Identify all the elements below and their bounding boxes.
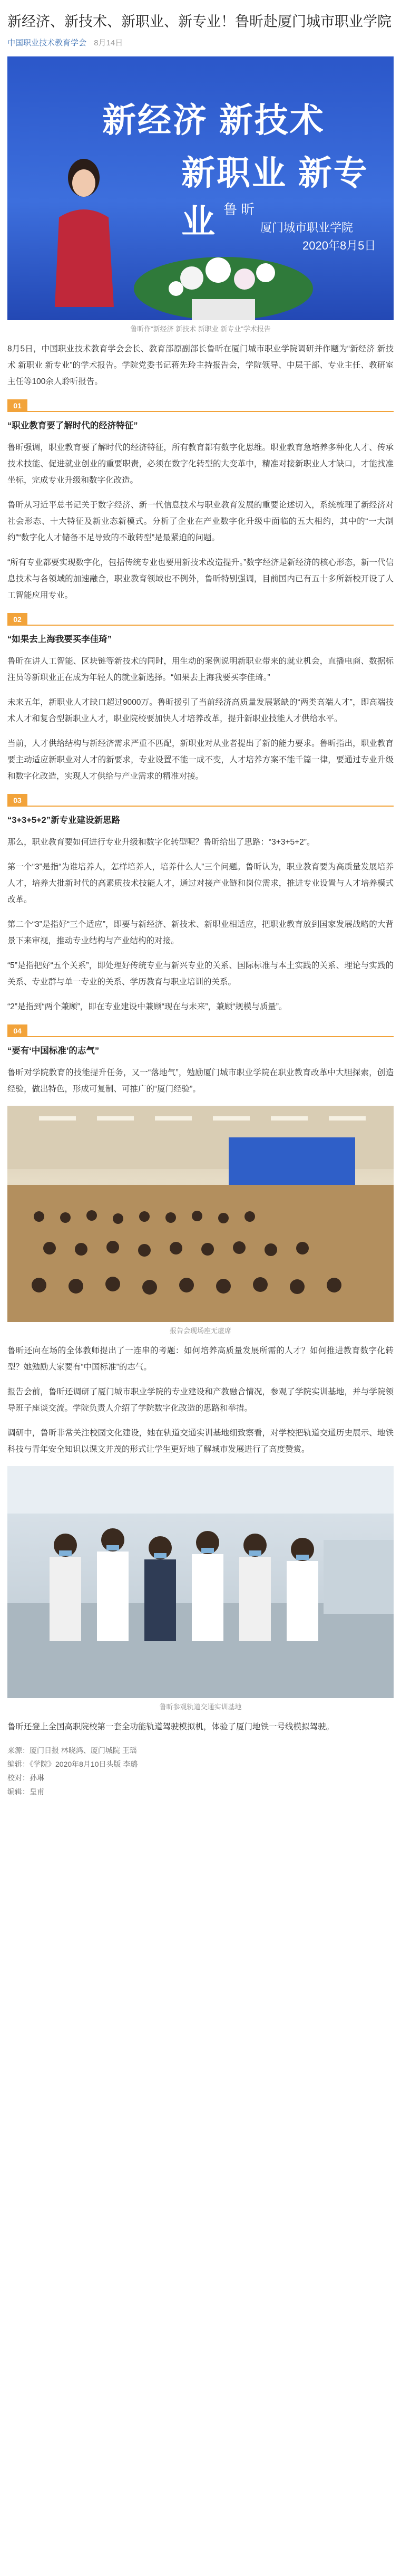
footer-proofreader: 校对：孙琳 (7, 1774, 44, 1782)
section-01-title: “职业教育要了解时代的经济特征” (7, 421, 138, 430)
section-divider (7, 806, 394, 807)
visit-figure (7, 1466, 394, 1698)
banner-venue: 厦门城市职业学院 (260, 221, 354, 234)
section-03-paragraph: “2”是指到“两个兼顾”，即在专业建设中兼顾“现在与未来”，兼顾“规模与质量”。 (7, 1002, 287, 1011)
hall-figure (7, 1106, 394, 1322)
visit-photo (7, 1466, 394, 1698)
banner-speaker: 鲁 昕 (223, 202, 255, 217)
section-divider (7, 411, 394, 412)
hall-caption: 报告会现场座无虚席 (169, 1327, 231, 1335)
intro-paragraph: 8月5日，中国职业技术教育学会会长、教育部原副部长鲁昕在厦门城市职业学院调研并作题为“新经济 新技术 新职业 新专业”的学术报告。学院党委书记蒋先玲主持报告会，学院领导、中层干部、专业主任、教研室主任等100余人聆听报告。 (7, 344, 394, 386)
section-04-paragraph: 报告会前，鲁昕还调研了厦门城市职业学院的专业建设和产教融合情况，参观了学院实训基地，并与学院领导班子座谈交流。学院负责人介绍了学院数字化改造的思路和举措。 (7, 1387, 394, 1413)
section-03-paragraph: 第一个“3”是指“为谁培养人，怎样培养人，培养什么人”三个问题。鲁昕认为，职业教育要为高质量发展培养人才，培养大批新时代的高素质技术技能人才，通过对接产业链和岗位需求，推进专业设置与人才培养模式改革。 (7, 863, 394, 904)
hero-caption: 鲁昕作“新经济 新技术 新职业 新专业”学术报告 (130, 325, 271, 333)
footer-editor: 编辑：《学院》2020年8月10日头版 李璐 (7, 1760, 138, 1768)
section-04-paragraph: 鲁昕对学院教育的技能提升任务，又一“落地气”，勉励厦门城市职业学院在职业教育改革中大胆探索，创造经验，做出特色，形成可复制、可推广的“厦门经验”。 (7, 1068, 394, 1094)
banner-date: 2020年8月5日 (302, 239, 376, 252)
section-01-paragraph: 鲁昕强调，职业教育要了解时代的经济特征，所有教育都有数字化思维。职业教育急培养多种化人才、传承技术技能、促进就业创业的重要职责，必须在数字化转型的大变革中，精准对接新职业人才缺口，才能找准坐标，完成专业升级和数字化改造。 (7, 443, 394, 485)
section-number: 02 (7, 613, 27, 626)
section-04-title: “要有‘中国标准’的志气” (7, 1046, 100, 1056)
section-number: 01 (7, 399, 27, 412)
article-meta (7, 37, 394, 48)
closing-paragraph: 鲁昕还登上全国高职院校第一套全功能轨道驾驶模拟机，体验了厦门地铁一号线模拟驾驶。 (7, 1722, 335, 1731)
section-divider (7, 1036, 394, 1037)
article-title: 新经济、新技术、新职业、新专业！鲁昕赴厦门城市职业学院 (7, 14, 392, 30)
section-02-paragraph: 鲁昕在讲人工智能、区块链等新技术的同时，用生动的案例说明新职业带来的就业机会，直播电商、数据标注员等新职业正在成为年轻人的就业新选择。“如果去上海我要买李佳琦。” (7, 657, 394, 682)
hero-figure (7, 56, 394, 320)
banner-line-1: 新经济 新技术 (102, 101, 325, 139)
lecture-hall-photo (7, 1106, 394, 1322)
speaker-figure-illustration (44, 149, 123, 307)
section-03-title: “3+3+5+2”新专业建设新思路 (7, 816, 121, 825)
section-01-header (7, 399, 394, 412)
section-02-header (7, 613, 394, 626)
footer-source: 来源：厦门日报 林晓鸿、厦门城院 王瑶 (7, 1746, 137, 1755)
section-03-header (7, 794, 394, 807)
section-04-paragraph: 鲁昕还向在场的全体教师提出了一连串的考题：如何培养高质量发展所需的人才？如何推进教育数字化转型？她勉励大家要有“中国标准”的志气。 (7, 1346, 394, 1372)
visit-caption: 鲁昕参观轨道交通实训基地 (159, 1703, 242, 1711)
lecture-hall-illustration (7, 1106, 394, 1322)
visit-group-illustration (7, 1466, 394, 1698)
flower-arrangement-illustration (129, 231, 318, 320)
section-02-paragraph: 未来五年，新职业人才缺口超过9000万。鲁昕援引了当前经济高质量发展紧缺的“两类高端人才”，即高端技术人才和复合型新职业人才，职业院校要加快人才培养改革，提升新职业技能人才供给水平。 (7, 698, 394, 723)
section-04-paragraph: 调研中，鲁昕非常关注校园文化建设，她在轨道交通实训基地细致察看，对学校把轨道交通历史展示、地铁科技与青年安全知识以课文并茂的形式让学生更好地了解城市发展进行了高度赞赏。 (7, 1429, 394, 1454)
hero-image (7, 56, 394, 320)
section-03-paragraph: “5”是指把好“五个关系”，即处理好传统专业与新兴专业的关系、国际标准与本土实践的关系、理论与实践的关系、专业群与单一专业的关系、学历教育与职业培训的关系。 (7, 961, 394, 987)
section-03-paragraph: 第二个“3”是指好“三个适应”，即要与新经济、新技术、新职业相适应，把职业教育放到国家发展战略的大背景下来审视，推动专业结构与产业结构的对接。 (7, 920, 394, 945)
section-02-paragraph: 当前，人才供给结构与新经济需求严重不匹配，新职业对从业者提出了新的能力要求。鲁昕指出，职业教育要主动适应新职业对人才的新要求，专业设置不能一成不变，人才培养方案不能千篇一律，要通过专业升级和数字化改造，实现人才供给与产业需求的精准对接。 (7, 739, 394, 781)
banner-line-2: 新职业 新专业 (181, 154, 369, 241)
section-02-title: “如果去上海我要买李佳琦” (7, 635, 112, 644)
section-04-header (7, 1024, 394, 1037)
section-01-paragraph: 鲁昕从习近平总书记关于数字经济、新一代信息技术与职业教育发展的重要论述切入，系统梳理了新经济对社会形态、十大特征及新业态新模式。分析了企业在产业数字化升级中面临的五大相约，其中的“一大制约”“数字化人才储备不足导致的不敢转型”是最紧迫的问题。 (7, 501, 394, 542)
section-01-paragraph: “所有专业都要实现数字化，包括传统专业也要用新技术改造提升。”数字经济是新经济的核心形态，新一代信息技术与各领域的加速融合，职业教育领域也不例外，鲁昕特别强调，目前国内已有五十多所新校开设了人工智能应用专业。 (7, 558, 394, 600)
source-link[interactable]: 中国职业技术教育学会 (7, 39, 87, 47)
article-footer (7, 1744, 394, 1798)
section-divider (7, 625, 394, 626)
section-number: 03 (7, 794, 27, 807)
publish-date: 8月14日 (94, 39, 123, 47)
footer-editor-2: 编辑：皇甫 (7, 1787, 44, 1796)
section-number: 04 (7, 1024, 27, 1037)
section-03-paragraph: 那么，职业教育要如何进行专业升级和数字化转型呢？鲁昕给出了思路：“3+3+5+2”。 (7, 838, 315, 847)
